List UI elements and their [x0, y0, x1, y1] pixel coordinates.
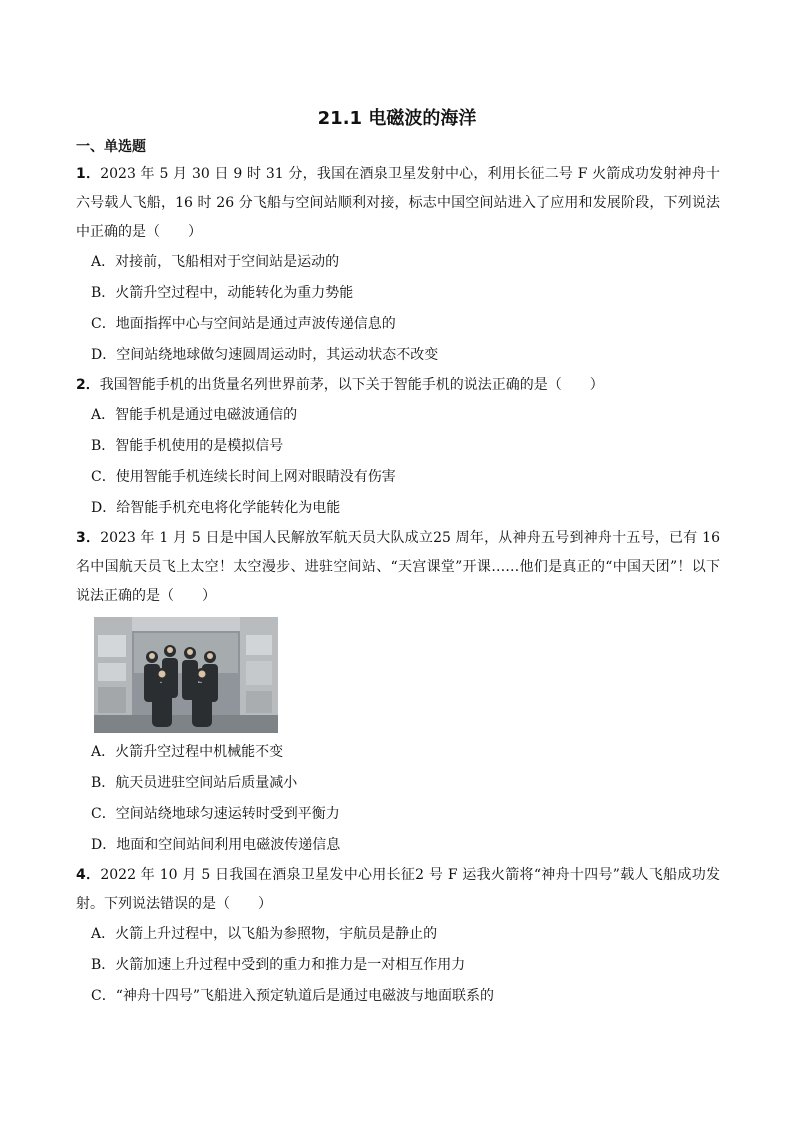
option-a: A．火箭升空过程中机械能不变 [91, 744, 284, 760]
question-stem [76, 861, 720, 919]
question-text: 我国智能手机的出货量名列世界前茅，以下关于智能手机的说法正确的是（ ） [99, 377, 604, 393]
question-number: 3． [76, 530, 101, 546]
question-list [76, 160, 720, 1012]
option-b: B．航天员进驻空间站后质量减小 [91, 775, 298, 791]
option-a: A．对接前，飞船相对于空间站是运动的 [91, 254, 340, 270]
question-3 [76, 524, 720, 861]
question-4 [76, 861, 720, 1012]
question-text: 2023 年 1 月 5 日是中国人民解放军航天员大队成立25 周年，从神舟五号到神舟十五号，已有 16 名中国航天员飞上太空！太空漫步、进驻空间站、“天宫课堂”开课……他们是真正的“中国天团”！以下说法正确的是（ ） [76, 530, 720, 604]
option-d: D．给智能手机充电将化学能转化为电能 [91, 500, 341, 516]
question-stem [76, 160, 720, 247]
question-stem [76, 371, 720, 400]
question-text: 2023 年 5 月 30 日 9 时 31 分，我国在酒泉卫星发射中心，利用长征二号 F 火箭成功发射神舟十六号载人飞船，16 时 26 分飞船与空间站顺利对接，标志中国空间站进入了应用和发展阶段，下列说法中正确的是（ ） [76, 166, 720, 240]
question-number: 4． [76, 867, 101, 883]
question-text: 2022 年 10 月 5 日我国在酒泉卫星发中心用长征2 号 F 运我火箭将“神舟十四号”载人飞船成功发射。下列说法错误的是（ ） [76, 867, 720, 912]
option-c: C．空间站绕地球匀速运转时受到平衡力 [91, 806, 340, 822]
option-c: C．使用智能手机连续长时间上网对眼睛没有伤害 [91, 469, 396, 485]
option-a: A．智能手机是通过电磁波通信的 [91, 407, 298, 423]
option-b: B．火箭升空过程中，动能转化为重力势能 [91, 285, 354, 301]
astronauts-photo [94, 617, 278, 733]
page-title: 21.1 电磁波的海洋 [317, 108, 477, 129]
option-c: C．地面指挥中心与空间站是通过声波传递信息的 [91, 316, 396, 332]
option-b: B．智能手机使用的是模拟信号 [91, 438, 284, 454]
option-b: B．火箭加速上升过程中受到的重力和推力是一对相互作用力 [91, 957, 466, 973]
option-a: A．火箭上升过程中，以飞船为参照物，宇航员是静止的 [91, 926, 438, 942]
question-1 [76, 160, 720, 371]
question-2 [76, 371, 720, 524]
option-c: C．“神舟十四号”飞船进入预定轨道后是通过电磁波与地面联系的 [91, 988, 495, 1004]
question-number: 2． [76, 377, 100, 393]
question-number: 1． [76, 166, 101, 182]
section-heading: 一、单选题 [76, 139, 146, 155]
option-d: D．地面和空间站间利用电磁波传递信息 [91, 837, 341, 853]
question-stem [76, 524, 720, 611]
option-d: D．空间站绕地球做匀速圆周运动时，其运动状态不改变 [91, 347, 439, 363]
